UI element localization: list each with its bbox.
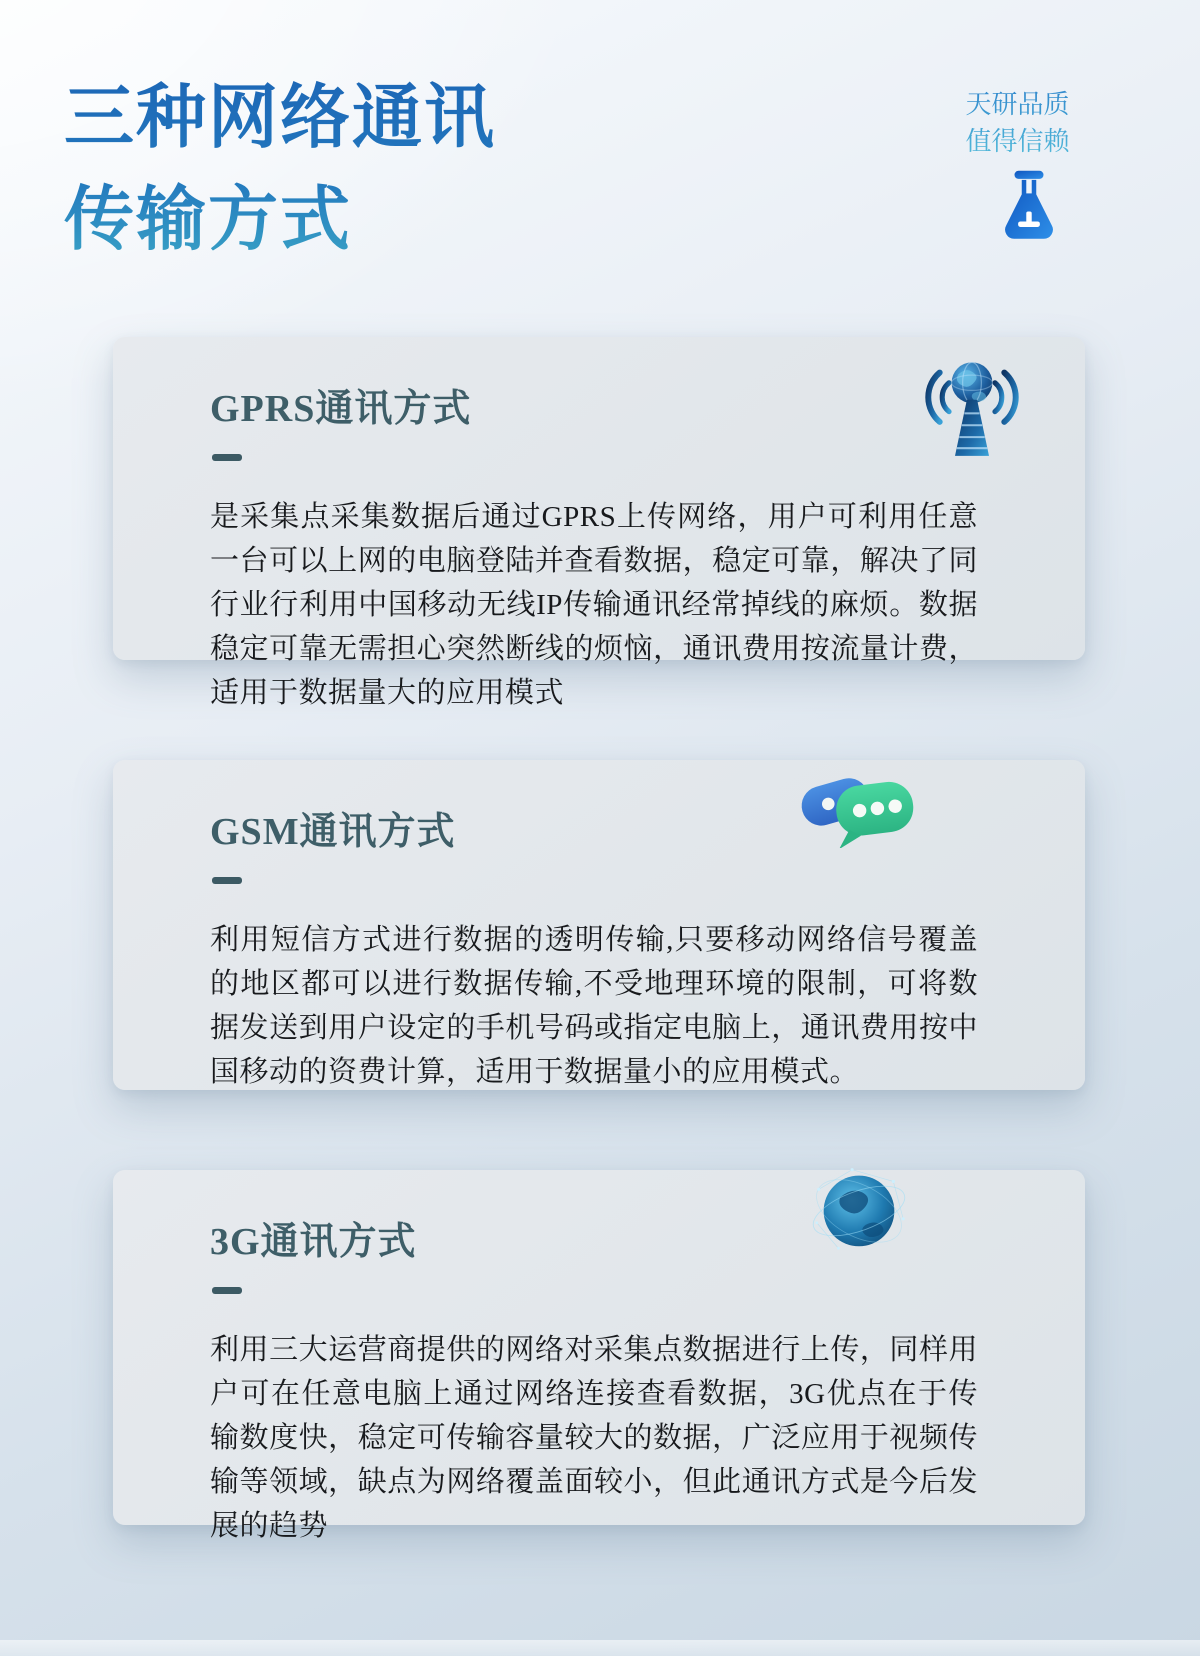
card-gsm-title: GSM通讯方式 [210,811,456,853]
title-dash [212,1287,242,1294]
card-3g-title: 3G通讯方式 [210,1221,417,1263]
page-title-line1: 三种网络通讯 [64,80,496,157]
brand-tagline [950,86,1085,160]
card-gprs-body: 是采集点采集数据后通过GPRS上传网络，用户可利用任意一台可以上网的电脑登陆并查看数据，稳定可靠，解决了同行业行利用中国移动无线IP传输通讯经常掉线的麻烦。数据稳定可靠无需担心突然断线的烦恼，通讯费用按流量计费，适用于数据量大的应用模式 [210,501,978,709]
title-dash [212,454,242,461]
lab-flask-icon [1000,168,1058,246]
card-gsm-body: 利用短信方式进行数据的透明传输,只要移动网络信号覆盖的地区都可以进行数据传输,不受地理环境的限制，可将数据发送到用户设定的手机号码或指定电脑上，通讯费用按中国移动的资费计算，适用于数据量小的应用模式。 [210,924,978,1088]
page-title [64,68,496,272]
footer-strip [0,1640,1200,1656]
card-3g [113,1170,1085,1542]
card-gsm [113,760,1085,1090]
antenna-signal-globe-icon [921,341,1023,467]
card-gprs [113,337,1085,709]
card-3g-body: 利用三大运营商提供的网络对采集点数据进行上传，同样用户可在任意电脑上通过网络连接查看数据，3G优点在于传输数度快，稳定可传输容量较大的数据，广泛应用于视频传输等领域，缺点为网络覆盖面较小，但此通讯方式是今后发展的趋势 [210,1334,978,1542]
card-gprs-title: GPRS通讯方式 [210,388,472,430]
page-title-line2: 传输方式 [64,182,352,259]
chat-bubbles-icon [789,762,917,848]
brand-tagline-line2: 值得信赖 [965,127,1070,156]
title-dash [212,877,242,884]
brand-tagline-line1: 天研品质 [965,90,1070,119]
network-globe-icon [805,1152,913,1264]
